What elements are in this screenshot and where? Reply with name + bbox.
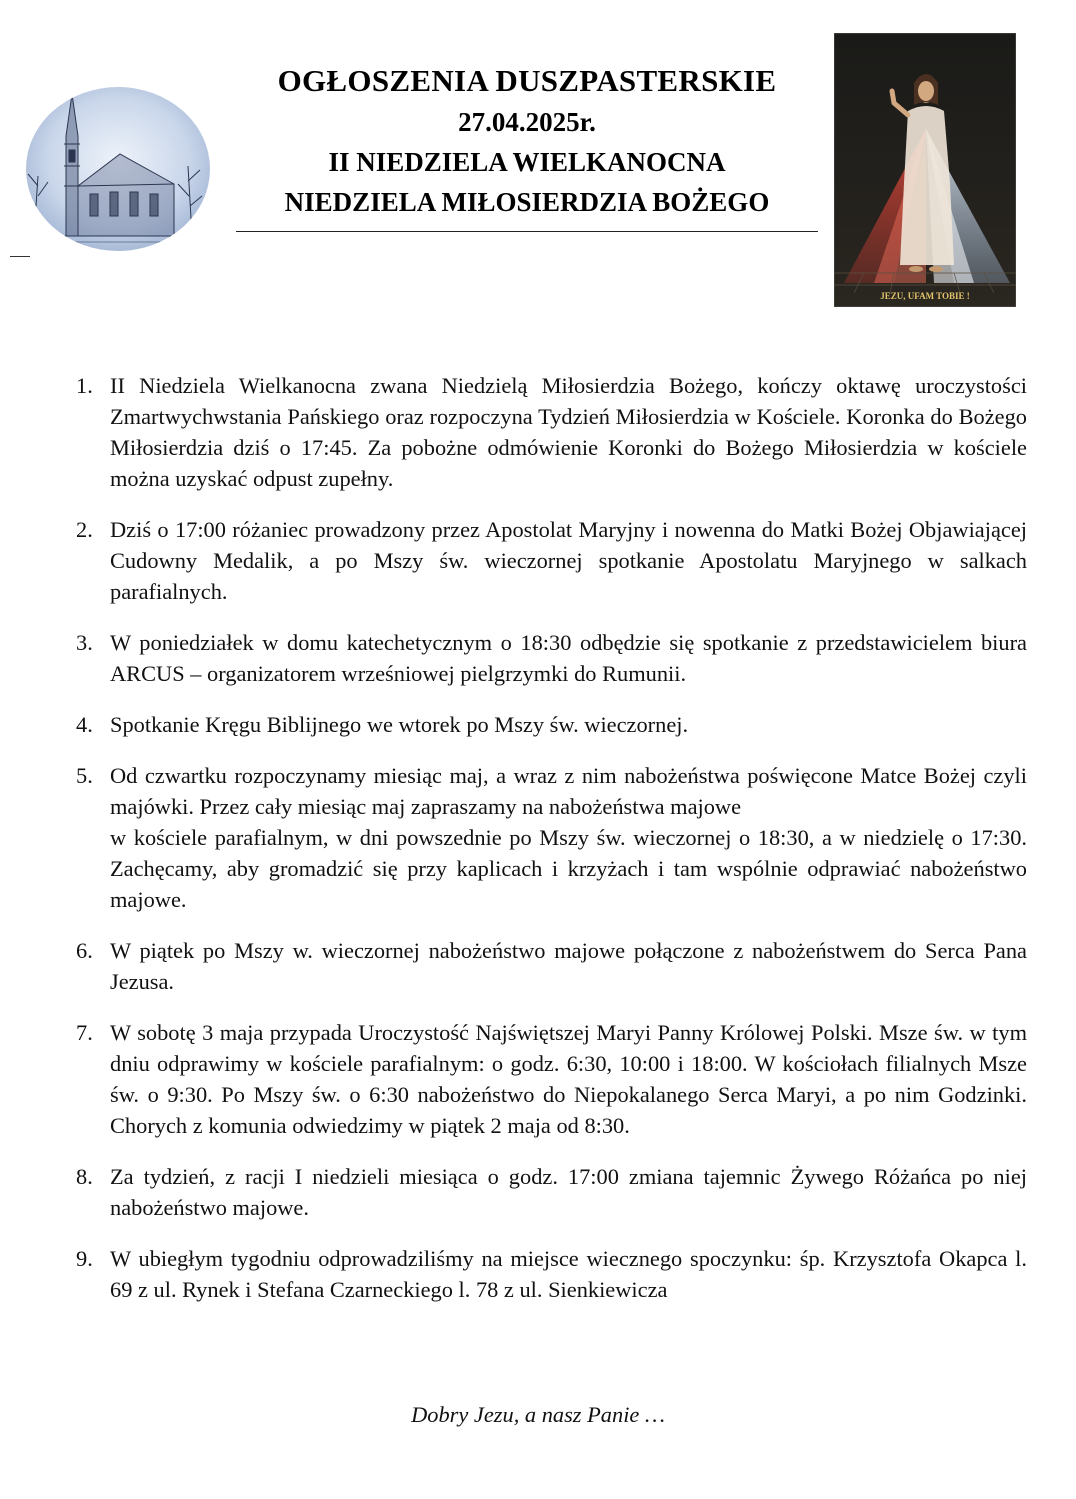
list-item-paragraph: Za tydzień, z racji I niedzieli miesiąca o godz. 17:00 zmiana tajemnic Żywego Różańca po niej nabożeństwo majowe. [110,1164,1027,1220]
list-item-text [110,370,1027,494]
list-item-text [110,709,1027,740]
list-item-paragraph: w kościele parafialnym, w dni powszednie po Mszy św. wieczornej o 18:30, a w niedzielę o 17:30. Zachęcamy, aby gromadzić się przy kaplicach i krzyżach i tam wspólnie odprawiać nabożeństwo majowe. [110,825,1027,912]
header-sunday-name: II NIEDZIELA WIELKANOCNA [328,147,726,177]
list-item [76,514,1027,607]
list-item-text [110,514,1027,607]
list-item-text [110,1017,1027,1141]
list-item-text [110,760,1027,915]
list-item-number: 9. [76,1246,93,1271]
list-item [76,370,1027,494]
list-item-paragraph: Od czwartku rozpoczynamy miesiąc maj, a wraz z nim nabożeństwa poświęcone Matce Bożej czyli majówki. Przez cały miesiąc maj zapraszamy na nabożeństwa majowe [110,763,1027,819]
header-feast-name: NIEDZIELA MIŁOSIERDZIA BOŻEGO [284,187,770,217]
decorative-dash [10,256,30,257]
list-item-paragraph: W piątek po Mszy w. wieczornej nabożeństwo majowe połączone z nabożeństwem do Serca Pana Jezusa. [110,938,1027,994]
closing-line: Dobry Jezu, a nasz Panie … [411,1402,665,1427]
church-logo [24,86,212,252]
list-item-text [110,627,1027,689]
list-item-number: 3. [76,630,93,655]
list-item [76,1243,1027,1305]
list-item-paragraph: W sobotę 3 maja przypada Uroczystość Najświętszej Maryi Panny Królowej Polski. Msze św. w tym dniu odprawimy w kościele parafialnym: o godz. 6:30, 10:00 i 18:00. W kościołach filialnych Msze św. o 9:30. Po Mszy św. o 6:30 nabożeństwo do Niepokalanego Serca Maryi, a po nim Godzinki. Chorych z komunia odwiedzimy w piątek 2 maja od 8:30. [110,1020,1027,1138]
list-item [76,760,1027,915]
page-header [236,60,818,222]
image-caption: JEZU, UFAM TOBIE ! [880,291,970,301]
list-item [76,1017,1027,1141]
list-item [76,709,1027,740]
list-item-number: 8. [76,1164,93,1189]
list-item-paragraph: II Niedziela Wielkanocna zwana Niedzielą Miłosierdzia Bożego, kończy oktawę uroczystości Zmartwychwstania Pańskiego oraz rozpoczyna Tydzień Miłosierdzia w Kościele. Koronka do Bożego Miłosierdzia dziś o 17:45. Za pobożne odmówienie Koronki do Bożego Miłosierdzia w kościele można uzyskać odpust zupełny. [110,373,1027,491]
list-item-text [110,1161,1027,1223]
list-item [76,935,1027,997]
list-item-text [110,935,1027,997]
list-item [76,1161,1027,1223]
list-item-text [110,1243,1027,1305]
page-title: OGŁOSZENIA DUSZPASTERSKIE [277,63,777,98]
list-item-number: 7. [76,1020,93,1045]
list-item-paragraph: Spotkanie Kręgu Biblijnego we wtorek po Mszy św. wieczornej. [110,712,689,737]
list-item-paragraph: W ubiegłym tygodniu odprowadziliśmy na miejsce wiecznego spoczynku: śp. Krzysztofa Okapca l. 69 z ul. Rynek i Stefana Czarneckiego l. 78 z ul. Sienkiewicza [110,1246,1027,1302]
list-item-number: 2. [76,517,93,542]
list-item-paragraph: Dziś o 17:00 różaniec prowadzony przez Apostolat Maryjny i nowenna do Matki Bożej Objawiającej Cudowny Medalik, a po Mszy św. wieczornej spotkanie Apostolatu Maryjnego w salkach parafialnych. [110,517,1027,604]
divine-mercy-image [834,33,1016,307]
list-item [76,627,1027,689]
announcements-list [76,370,1027,1325]
list-item-number: 5. [76,763,93,788]
list-item-paragraph: W poniedziałek w domu katechetycznym o 18:30 odbędzie się spotkanie z przedstawicielem biura ARCUS – organizatorem wrześniowej pielgrzymki do Rumunii. [110,630,1027,686]
list-item-number: 4. [76,712,93,737]
list-item-number: 1. [76,373,93,398]
header-date: 27.04.2025r. [458,107,596,137]
list-item-number: 6. [76,938,93,963]
header-divider [236,231,818,232]
